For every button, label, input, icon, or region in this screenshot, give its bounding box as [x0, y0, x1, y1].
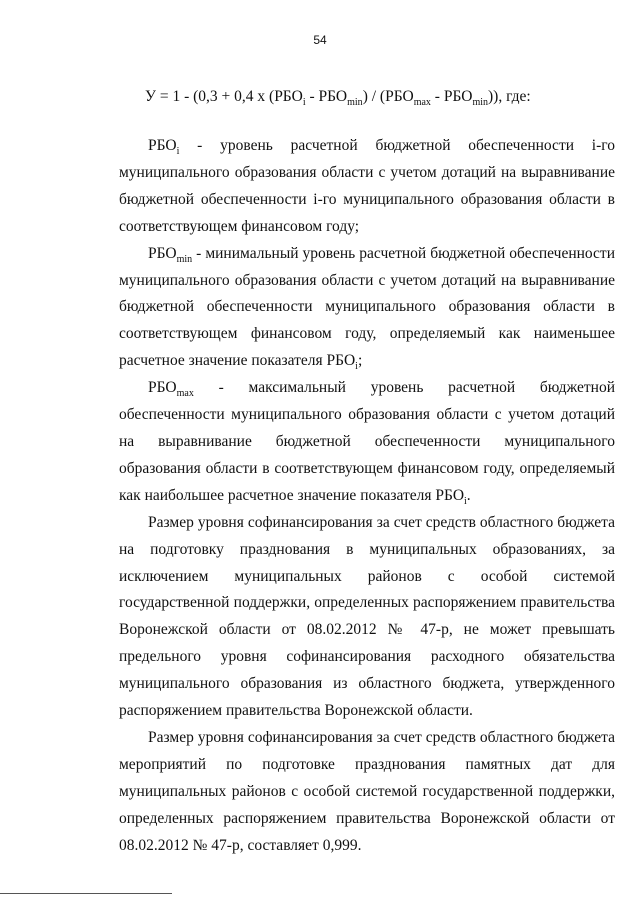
- definition-rbomax: [119, 375, 615, 510]
- formula-part: ) / (РБО: [362, 88, 414, 105]
- formula-subscript: i: [302, 97, 306, 109]
- definition-tail: ;: [357, 352, 363, 370]
- paragraph-cofinancing-limit: Размер уровня софинансирования за счет средств областного бюджета на подготовку празднования в муниципальных образованиях, за исключением муниципальных районов с особой системой государственной поддержки, определенных распоряжением правительства Воронежской области от 08.02.2012 № 47-р, не может превышать предельного уровня софинансирования расходного обязательства муниципального образования из областного бюджета, утвержденного распоряжением правительства Воронежской области.: [119, 513, 615, 720]
- definition-rbomin: [119, 241, 615, 376]
- paragraph-cofinancing-level: Размер уровня софинансирования за счет средств областного бюджета мероприятий по подготовке празднования памятных дат для муниципальных районов с особой системой государственной поддержки, определенных распоряжением правительства Воронежской области от 08.02.2012 № 47-р, составляет 0,999.: [119, 728, 615, 854]
- definition-tail: .: [466, 486, 471, 504]
- footer-divider: [0, 893, 172, 894]
- definition-tail-subscript: i: [464, 495, 467, 507]
- definition-term-subscript: i: [176, 146, 180, 158]
- definition-tail-subscript: i: [355, 361, 358, 373]
- definition-rboi: [119, 133, 615, 241]
- document-body: [119, 133, 615, 859]
- definition-text: - минимальный уровень расчетной бюджетной обеспеченности муниципального образования области с учетом дотаций на выравнивание бюджетной обеспеченности муниципального образования области в соответствующем финансовом году, определяемый как наименьшее расчетное значение показателя РБО: [119, 244, 615, 370]
- formula-subscript: max: [413, 97, 431, 109]
- definition-text: - максимальный уровень расчетной бюджетной обеспеченности муниципального образования области с учетом дотаций на выравнивание бюджетной обеспеченности муниципального образования области в соответствующем финансовом году, определяемый как наибольшее расчетное значение показателя РБО: [119, 379, 615, 504]
- formula-part: - РБО: [430, 88, 473, 105]
- formula-part: - РБО: [305, 88, 348, 105]
- page-number: 54: [313, 33, 327, 47]
- formula-subscript: min: [347, 97, 363, 109]
- definition-term-subscript: max: [176, 388, 194, 400]
- formula-part: )), где:: [488, 88, 531, 105]
- formula-subscript: min: [472, 97, 488, 109]
- cofinancing-formula: [145, 88, 605, 109]
- definition-term: РБО: [148, 379, 177, 397]
- definition-term: РБО: [148, 244, 177, 262]
- definition-term: РБО: [148, 137, 177, 154]
- definition-term-subscript: min: [176, 253, 193, 265]
- definition-text: - уровень расчетной бюджетной обеспеченности i-го муниципального образования области с учетом дотаций на выравнивание бюджетной обеспеченности i-го муниципального образования области в соответствующем финансовом году;: [119, 137, 615, 235]
- formula-part: У = 1 - (0,3 + 0,4 х (РБО: [145, 88, 303, 105]
